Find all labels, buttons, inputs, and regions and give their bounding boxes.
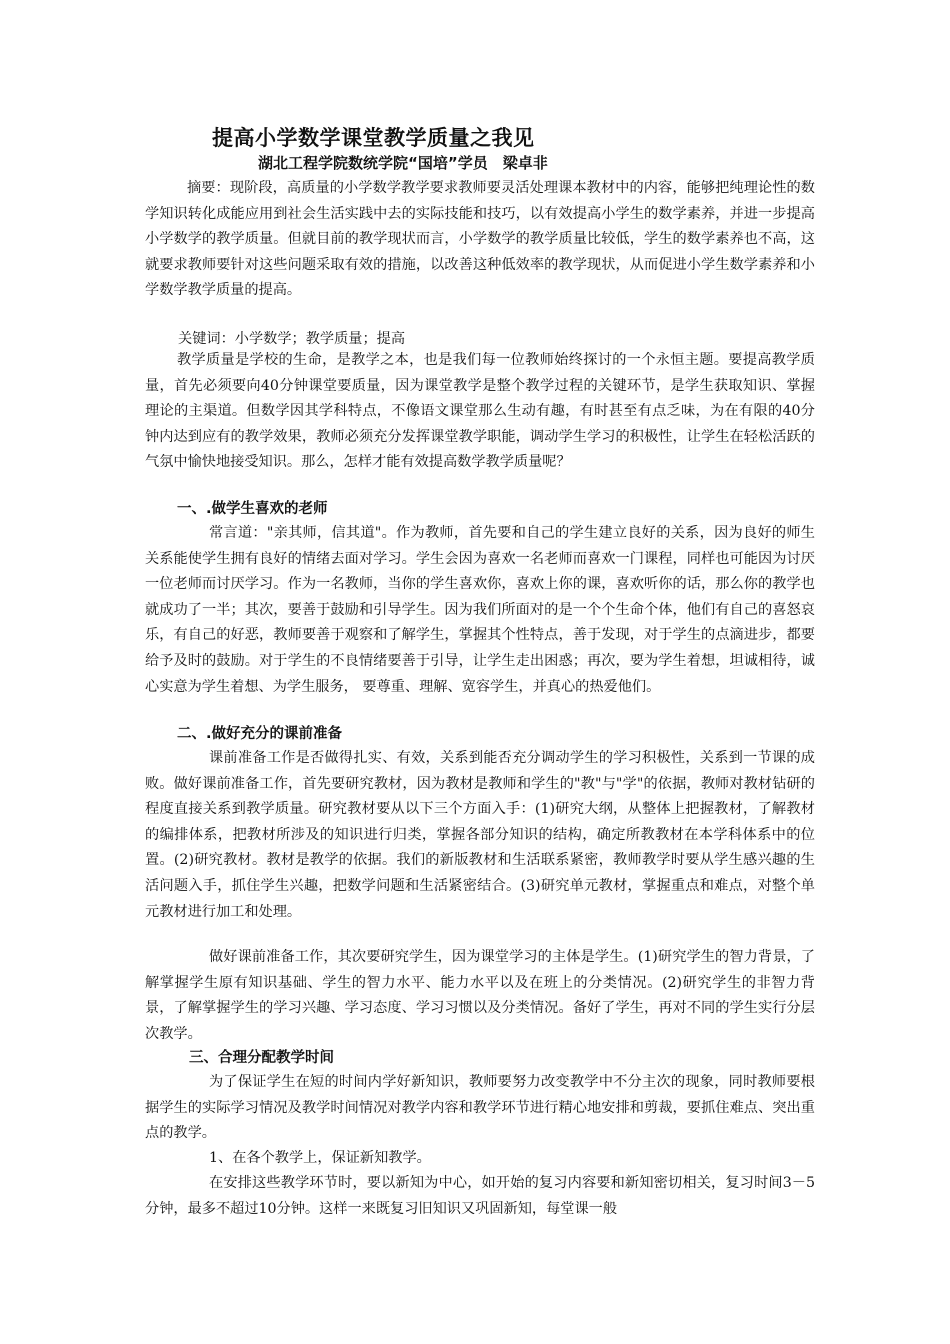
intro-paragraph: 教学质量是学校的生命，是教学之本，也是我们每一位教师始终探讨的一个永恒主题。要提高教学质量，首先必须要向40分钟课堂要质量，因为课堂教学是整个教学过程的关键环节，是学生获取知识、掌握理论的主渠道。但数学因其学科特点，不像语文课堂那么生动有趣，有时甚至有点乏味，为在有限的40分钟内达到应有的教学效果，教师必须充分发挥课堂教学职能，调动学生学习的积极性，让学生在轻松活跃的气氛中愉快地接受知识。那么，怎样才能有效提高数学教学质量呢？ (145, 352, 815, 471)
section-2-paragraph-2: 做好课前准备工作，其次要研究学生，因为课堂学习的主体是学生。(1)研究学生的智力背景，了解掌握学生原有知识基础、学生的智力水平、能力水平以及在班上的分类情况。(2)研究学生的非智力背景，了解掌握学生的学习兴趣、学习态度、学习习惯以及分类情况。备好了学生，再对不同的学生实行分层次教学。 (145, 949, 815, 1042)
document-title: 提高小学数学课堂教学质量之我见 (212, 126, 535, 150)
section-3-paragraph-1: 为了保证学生在短的时间内学好新知识，教师要努力改变教学中不分主次的现象，同时教师要根据学生的实际学习情况及教学时间情况对教学内容和教学环节进行精心地安排和剪裁，要抓住难点、突出重点的教学。 (145, 1074, 815, 1142)
section-1-paragraph-1: 常言道："亲其师，信其道"。作为教师，首先要和自己的学生建立良好的关系，因为良好的师生关系能使学生拥有良好的情绪去面对学习。学生会因为喜欢一名老师而喜欢一门课程，同样也可能因为讨厌一位老师而讨厌学习。作为一名教师，当你的学生喜欢你，喜欢上你的课，喜欢听你的话，那么你的教学也就成功了一半；其次，要善于鼓励和引导学生。因为我们所面对的是一个个生命个体，他们有自己的喜怒哀乐，有自己的好恶，教师要善于观察和了解学生，掌握其个性特点，善于发现，对于学生的点滴进步，都要给予及时的鼓励。对于学生的不良情绪要善于引导，让学生走出困惑；再次，要为学生着想，坦诚相待，诚心实意为学生着想、为学生服务， 要尊重、理解、宽容学生，并真心的热爱他们。 (145, 525, 815, 695)
keywords-line: 关键词：小学数学；教学质量；提高 (178, 331, 406, 347)
section-2-paragraph-1: 课前准备工作是否做得扎实、有效，关系到能否充分调动学生的学习积极性，关系到一节课的成败。做好课前准备工作，首先要研究教材，因为教材是教师和学生的"教"与"学"的依据，教师对教材钻研的程度直接关系到教学质量。研究教材要从以下三个方面入手：(1)研究大纲，从整体上把握教材，了解教材的编排体系，把教材所涉及的知识进行归类，掌握各部分知识的结构，确定所教教材在本学科体系中的位置。(2)研究教材。教材是教学的依据。我们的新版教材和生活联系紧密，教师教学时要从学生感兴趣的生活问题入手，抓住学生兴趣，把数学问题和生活紧密结合。(3)研究单元教材，掌握重点和难点，对整个单元教材进行加工和处理。 (145, 750, 815, 920)
abstract-paragraph: 摘要：现阶段，高质量的小学数学教学要求教师要灵活处理课本教材中的内容，能够把纯理论性的数学知识转化成能应用到社会生活实践中去的实际技能和技巧，以有效提高小学生的数学素养，并进一步提高小学数学的教学质量。但就目前的教学现状而言，小学数学的教学质量比较低，学生的数学素养也不高，这就要求教师要针对这些问题采取有效的措施，以改善这种低效率的教学现状，从而促进小学生数学素养和小学数学教学质量的提高。 (145, 180, 815, 299)
section-3-subheading: 1、在各个教学上，保证新知教学。 (209, 1150, 431, 1166)
section-heading-2: 二、.做好充分的课前准备 (177, 726, 343, 742)
section-heading-3: 三、合理分配教学时间 (189, 1050, 334, 1066)
section-3-paragraph-2: 在安排这些教学环节时，要以新知为中心，如开始的复习内容要和新知密切相关，复习时间3－5分钟，最多不超过10分钟。这样一来既复习旧知识又巩固新知，每堂课一般 (145, 1175, 815, 1217)
author-line: 湖北工程学院数统学院“国培”学员 梁卓非 (258, 154, 548, 172)
section-heading-1: 一、.做学生喜欢的老师 (177, 501, 328, 517)
